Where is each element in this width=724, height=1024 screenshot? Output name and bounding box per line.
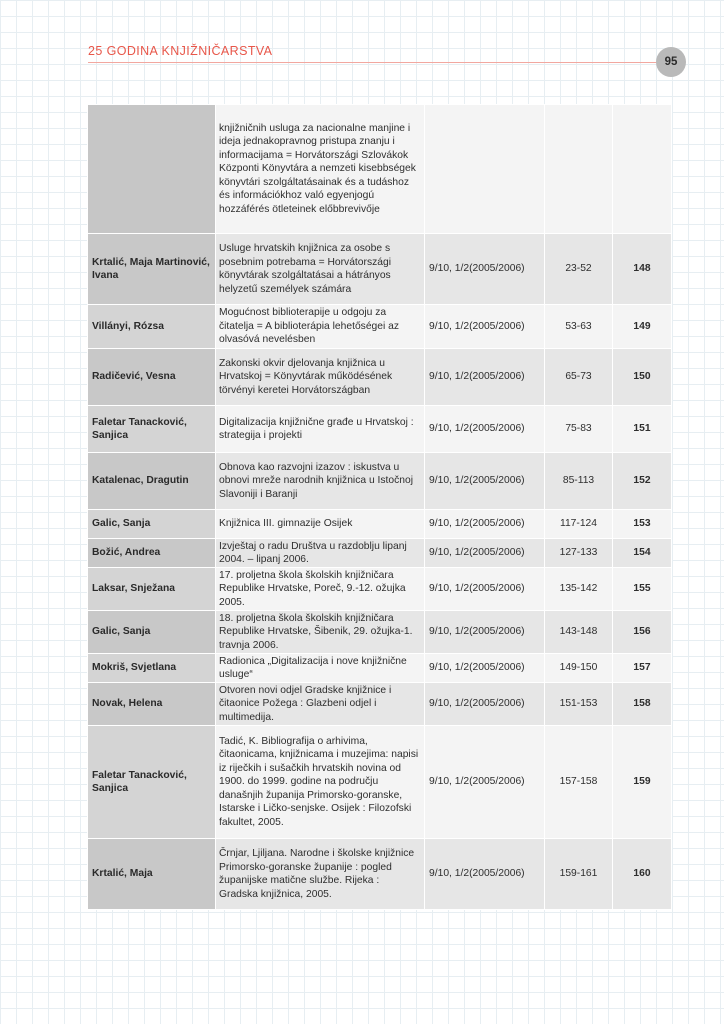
entry-number-cell: 149 <box>613 305 672 349</box>
title-cell: Izvještaj o radu Društva u razdoblju lipanj 2004. – lipanj 2006. <box>216 539 425 568</box>
author-cell: Mokriš, Svjetlana <box>88 654 216 683</box>
table-row <box>88 654 672 683</box>
issue-cell: 9/10, 1/2(2005/2006) <box>425 683 545 726</box>
entry-number-cell: 152 <box>613 453 672 510</box>
title-cell: Mogućnost biblioterapije u odgoju za čitatelja = A biblioterápia lehetőségei az olvasóvá nevelésben <box>216 305 425 349</box>
table-row <box>88 611 672 654</box>
title-cell: Digitalizacija knjižnične građe u Hrvatskoj : strategija i projekti <box>216 406 425 453</box>
issue-cell: 9/10, 1/2(2005/2006) <box>425 305 545 349</box>
entry-number-cell: 148 <box>613 234 672 305</box>
entry-number-cell: 153 <box>613 510 672 539</box>
issue-cell: 9/10, 1/2(2005/2006) <box>425 726 545 839</box>
pages-cell: 75-83 <box>545 406 613 453</box>
pages-cell: 53-63 <box>545 305 613 349</box>
bibliography-table <box>87 104 672 910</box>
pages-cell: 149-150 <box>545 654 613 683</box>
page-number-badge: 95 <box>656 47 686 77</box>
entry-number-cell: 158 <box>613 683 672 726</box>
pages-cell: 23-52 <box>545 234 613 305</box>
issue-cell: 9/10, 1/2(2005/2006) <box>425 453 545 510</box>
title-cell: Knjižnica III. gimnazije Osijek <box>216 510 425 539</box>
author-cell: Radičević, Vesna <box>88 349 216 406</box>
title-cell: Otvoren novi odjel Gradske knjižnice i čitaonice Požega : Glazbeni odjel i multimedija. <box>216 683 425 726</box>
author-cell: Faletar Tanacković, Sanjica <box>88 726 216 839</box>
issue-cell: 9/10, 1/2(2005/2006) <box>425 510 545 539</box>
author-cell: Galic, Sanja <box>88 611 216 654</box>
pages-cell: 143-148 <box>545 611 613 654</box>
author-cell: Villányi, Rózsa <box>88 305 216 349</box>
issue-cell: 9/10, 1/2(2005/2006) <box>425 349 545 406</box>
table-row <box>88 453 672 510</box>
author-cell: Galic, Sanja <box>88 510 216 539</box>
pages-cell: 135-142 <box>545 568 613 611</box>
issue-cell <box>425 105 545 234</box>
entry-number-cell: 160 <box>613 839 672 910</box>
title-cell: knjižničnih usluga za nacionalne manjine i ideja jednakopravnog pristupa znanju i informacijama = Horvátországi Szlovákok Központi Könyvtára a nemzeti kisebbségek könyvtári szolgáltatásainak és a tudáshoz és információkhoz való egyenjogú hozzáférés ötleteinek előbbrevivője <box>216 105 425 234</box>
title-cell: Črnjar, Ljiljana. Narodne i školske knjižnice Primorsko-goranske županije : pogled županijske matične službe. Rijeka : Gradska knjižnica, 2005. <box>216 839 425 910</box>
table-row <box>88 349 672 406</box>
table-row <box>88 105 672 234</box>
entry-number-cell: 156 <box>613 611 672 654</box>
author-cell: Katalenac, Dragutin <box>88 453 216 510</box>
table-row <box>88 234 672 305</box>
entry-number-cell: 155 <box>613 568 672 611</box>
issue-cell: 9/10, 1/2(2005/2006) <box>425 839 545 910</box>
table-row <box>88 510 672 539</box>
issue-cell: 9/10, 1/2(2005/2006) <box>425 654 545 683</box>
issue-cell: 9/10, 1/2(2005/2006) <box>425 539 545 568</box>
entry-number-cell: 154 <box>613 539 672 568</box>
author-cell: Novak, Helena <box>88 683 216 726</box>
title-cell: 18. proljetna škola školskih knjižničara Republike Hrvatske, Šibenik, 29. ožujka-1. travnja 2006. <box>216 611 425 654</box>
table-row <box>88 539 672 568</box>
issue-cell: 9/10, 1/2(2005/2006) <box>425 611 545 654</box>
table-row <box>88 683 672 726</box>
issue-cell: 9/10, 1/2(2005/2006) <box>425 234 545 305</box>
running-header-title: 25 GODINA KNJIŽNIČARSTVA <box>88 44 273 58</box>
author-cell: Krtalić, Maja <box>88 839 216 910</box>
pages-cell: 151-153 <box>545 683 613 726</box>
author-cell: Božić, Andrea <box>88 539 216 568</box>
entry-number-cell: 150 <box>613 349 672 406</box>
author-cell: Laksar, Snježana <box>88 568 216 611</box>
pages-cell: 65-73 <box>545 349 613 406</box>
entry-number-cell: 157 <box>613 654 672 683</box>
title-cell: Zakonski okvir djelovanja knjižnica u Hrvatskoj = Könyvtárak működésének törvényi keretei Horvátországban <box>216 349 425 406</box>
author-cell <box>88 105 216 234</box>
table-row <box>88 406 672 453</box>
author-cell: Faletar Tanacković, Sanjica <box>88 406 216 453</box>
pages-cell: 159-161 <box>545 839 613 910</box>
title-cell: Radionica „Digitalizacija i nove knjižnične usluge“ <box>216 654 425 683</box>
table-row <box>88 568 672 611</box>
entry-number-cell: 151 <box>613 406 672 453</box>
author-cell: Krtalić, Maja Martinović, Ivana <box>88 234 216 305</box>
pages-cell <box>545 105 613 234</box>
pages-cell: 127-133 <box>545 539 613 568</box>
table-row <box>88 305 672 349</box>
title-cell: Usluge hrvatskih knjižnica za osobe s posebnim potrebama = Horvátországi könyvtárak szolgáltatásai a hátrányos helyzetű személyek számára <box>216 234 425 305</box>
header-divider <box>88 62 660 63</box>
entry-number-cell: 159 <box>613 726 672 839</box>
issue-cell: 9/10, 1/2(2005/2006) <box>425 406 545 453</box>
title-cell: Obnova kao razvojni izazov : iskustva u obnovi mreže narodnih knjižnica u Istočnoj Slavoniji i Baranji <box>216 453 425 510</box>
title-cell: Tadić, K. Bibliografija o arhivima, čitaonicama, knjižnicama i muzejima: napisi iz riječkih i sušačkih hrvatskih novina od 1900. do 1999. godine na području današnjih županija Primorsko-goranske, Istarske i Ličko-senjske. Osijek : Filozofski fakultet, 2005. <box>216 726 425 839</box>
issue-cell: 9/10, 1/2(2005/2006) <box>425 568 545 611</box>
pages-cell: 117-124 <box>545 510 613 539</box>
table-row <box>88 726 672 839</box>
pages-cell: 157-158 <box>545 726 613 839</box>
title-cell: 17. proljetna škola školskih knjižničara Republike Hrvatske, Poreč, 9.-12. ožujka 2005. <box>216 568 425 611</box>
table-row <box>88 839 672 910</box>
entry-number-cell <box>613 105 672 234</box>
pages-cell: 85-113 <box>545 453 613 510</box>
bibliography-table-body <box>88 105 672 910</box>
